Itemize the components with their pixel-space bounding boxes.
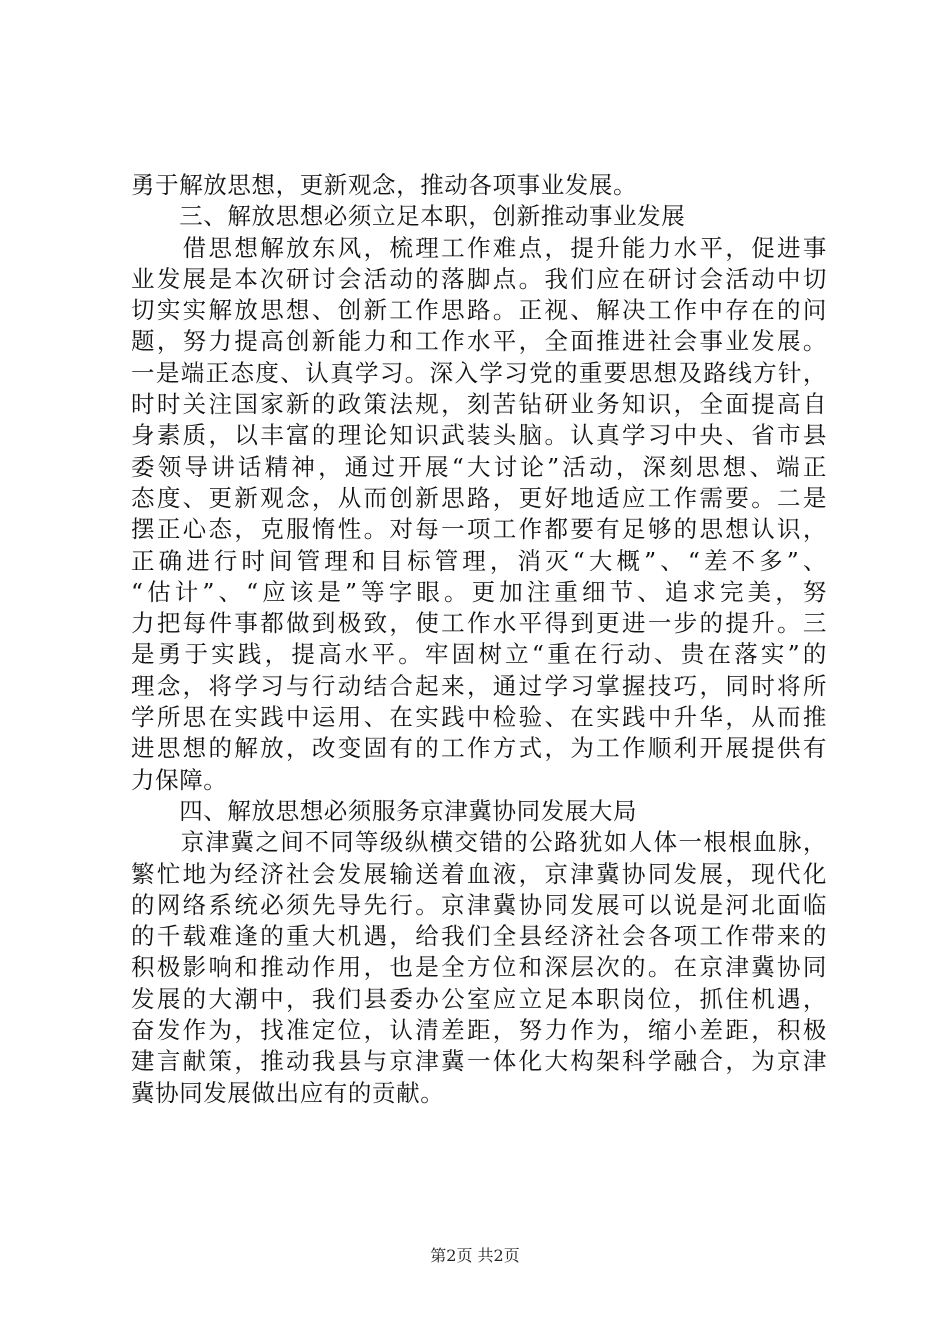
text-line: 学所思在实践中运用、在实践中检验、在实践中升华，从而推 bbox=[131, 703, 827, 732]
text-line: 时时关注国家新的政策法规，刻苦钻研业务知识，全面提高自 bbox=[131, 390, 827, 419]
text-line: 的网络系统必须先导先行。京津冀协同发展可以说是河北面临 bbox=[131, 890, 827, 919]
text-line: 摆正心态，克服惰性。对每一项工作都要有足够的思想认识， bbox=[131, 515, 827, 544]
text-line: 繁忙地为经济社会发展输送着血液，京津冀协同发展，现代化 bbox=[131, 859, 827, 888]
text-line: 是勇于实践，提高水平。牢固树立“重在行动、贵在落实”的 bbox=[131, 640, 827, 669]
text-line: “估计”、“应该是”等字眼。更加注重细节、追求完美，努 bbox=[131, 577, 827, 606]
text-line: 冀协同发展做出应有的贡献。 bbox=[131, 1078, 445, 1107]
text-line: 建言献策，推动我县与京津冀一体化大构架科学融合，为京津 bbox=[131, 1047, 827, 1076]
text-line: 三、解放思想必须立足本职，创新推动事业发展 bbox=[131, 202, 686, 231]
text-line: 的千载难逢的重大机遇，给我们全县经济社会各项工作带来的 bbox=[131, 922, 827, 951]
text-line: 一是端正态度、认真学习。深入学习党的重要思想及路线方针， bbox=[131, 358, 827, 387]
text-line: 发展的大潮中，我们县委办公室应立足本职岗位，抓住机遇， bbox=[131, 984, 827, 1013]
text-line: 切实实解放思想、创新工作思路。正视、解决工作中存在的问 bbox=[131, 296, 827, 325]
text-line: 正确进行时间管理和目标管理，消灭“大概”、“差不多”、 bbox=[131, 546, 827, 575]
page-footer: 第2页 共2页 bbox=[430, 1246, 520, 1265]
text-line: 题，努力提高创新能力和工作水平，全面推进社会事业发展。 bbox=[131, 327, 827, 356]
text-line: 力把每件事都做到极致，使工作水平得到更进一步的提升。三 bbox=[131, 609, 827, 638]
text-line: 理念，将学习与行动结合起来，通过学习掌握技巧，同时将所 bbox=[131, 671, 827, 700]
text-line: 力保障。 bbox=[131, 765, 228, 794]
text-line: 借思想解放东风，梳理工作难点，提升能力水平，促进事 bbox=[131, 233, 827, 262]
text-line: 身素质，以丰富的理论知识武装头脑。认真学习中央、省市县 bbox=[131, 421, 827, 450]
document-body bbox=[131, 170, 827, 1109]
text-line: 态度、更新观念，从而创新思路，更好地适应工作需要。二是 bbox=[131, 483, 827, 512]
text-line: 委领导讲话精神，通过开展“大讨论”活动，深刻思想、端正 bbox=[131, 452, 827, 481]
text-line: 四、解放思想必须服务京津冀协同发展大局 bbox=[131, 796, 638, 825]
text-line: 京津冀之间不同等级纵横交错的公路犹如人体一根根血脉， bbox=[131, 828, 827, 857]
text-line: 业发展是本次研讨会活动的落脚点。我们应在研讨会活动中切 bbox=[131, 264, 827, 293]
text-line: 奋发作为，找准定位，认清差距，努力作为，缩小差距，积极 bbox=[131, 1016, 827, 1045]
text-line: 勇于解放思想，更新观念，推动各项事业发展。 bbox=[131, 171, 638, 199]
text-line: 积极影响和推动作用，也是全方位和深层次的。在京津冀协同 bbox=[131, 953, 827, 982]
text-line: 进思想的解放，改变固有的工作方式，为工作顺利开展提供有 bbox=[131, 734, 827, 763]
